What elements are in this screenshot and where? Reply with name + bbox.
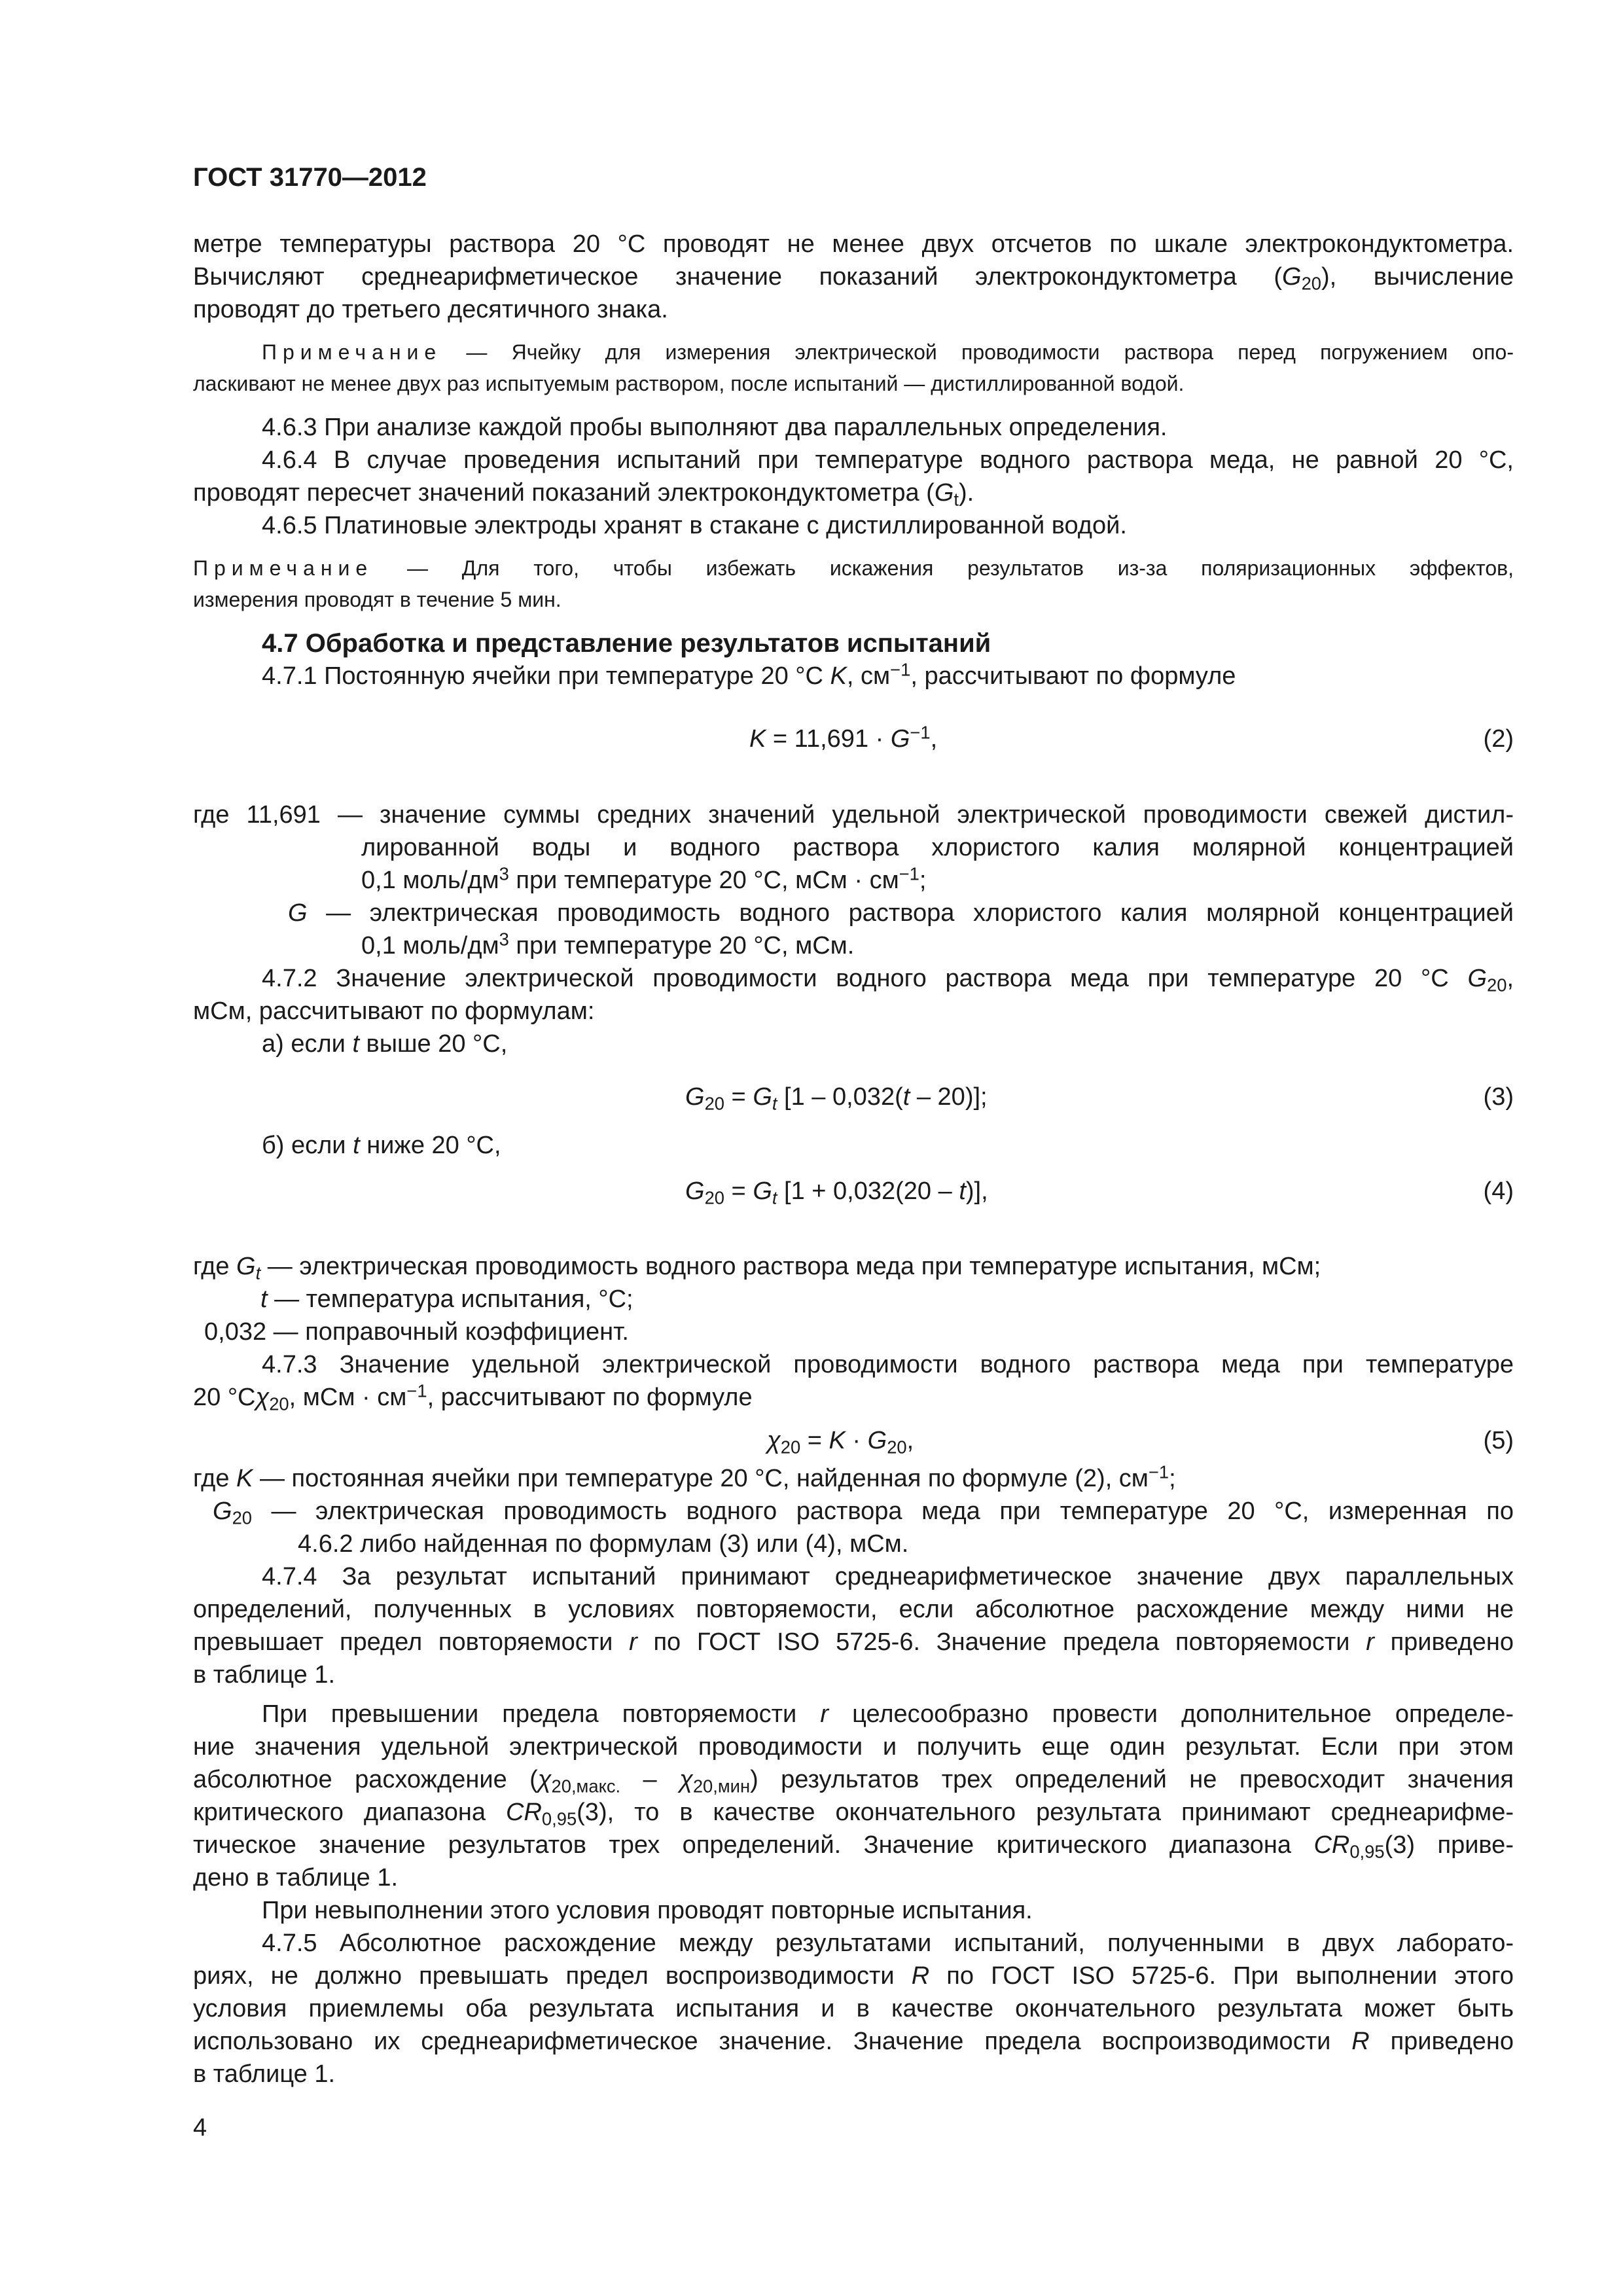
exceed-line-6: дено в таблице 1. [193, 1864, 399, 1892]
where-5-line-2: $G_{20}$ — электрическая проводимость водного раствора меда при температуре 20 °С, измеренная по [213, 1498, 1514, 1528]
clause-4-7-5-line-5: в таблице 1. [193, 2060, 336, 2088]
clause-4-7-3-line-2: 20 $^\circ С\chi_{20}$, мСм · $см^{-1}$, рассчитывают по формуле [193, 1380, 753, 1414]
equation-5: $\chi_{20} = K \cdot G_{20}$, [767, 1427, 914, 1458]
exceed-line-3: абсолютное расхождение $(\chi_{20,макс.} - \chi_{20,мин})$ результатов трех определений не превосходит значения [193, 1766, 1514, 1797]
equation-4: $G_{20} = G_t$ [1 + 0,032(20 – t)], [685, 1177, 988, 1208]
equation-5-number: (5) [1483, 1427, 1514, 1454]
clause-4-7-5-line-4: использовано их среднеарифметическое значение. Значение предела воспроизводимости R приведено [193, 2028, 1514, 2055]
clause-4-7-2-line-2: мСм, рассчитывают по формулам: [193, 997, 595, 1025]
clause-4-7-4-line-3: превышает предел повторяемости r по ГОСТ ISO 5725-6. Значение предела повторяемости r приведено [193, 1628, 1514, 1656]
clause-4-7-4-line-1: 4.7.4 За результат испытаний принимают среднеарифметическое значение двух параллельных [262, 1563, 1514, 1590]
note-2-line-2: измерения проводят в течение 5 мин. [193, 588, 562, 611]
exceed-line-4: критического диапазона $CR_{0,95}(3)$, то в качестве окончательного результата принимают среднеарифме- [193, 1799, 1514, 1829]
clause-4-7-5-line-1: 4.7.5 Абсолютное расхождение между результатами испытаний, полученными в двух лаборато- [262, 1929, 1514, 1957]
where-5-line-3: 4.6.2 либо найденная по формулам (3) или (4), мСм. [298, 1530, 909, 1558]
equation-3: $G_{20} = G_t$ [1 – 0,032(t – 20)]; [685, 1083, 988, 1114]
note-2-line-1: Примечание — Для того, чтобы избежать искажения результатов из-за поляризационных эффектов, [193, 556, 1514, 580]
intro-line-1: метре температуры раствора 20 °С проводят не менее двух отсчетов по шкале электрокондуктометра. [193, 230, 1514, 258]
clause-4-6-5: 4.6.5 Платиновые электроды хранят в стакане с дистиллированной водой. [262, 512, 1127, 539]
where-2-line-1: где 11,691 — значение суммы средних значений удельной электрической проводимости свежей дистил- [193, 801, 1514, 829]
clause-4-7-4-line-4: в таблице 1. [193, 1661, 336, 1689]
fail-paragraph: При невыполнении этого условия проводят повторные испытания. [262, 1897, 1033, 1924]
equation-2-number: (2) [1483, 725, 1514, 753]
clause-4-7-2-line-1: 4.7.2 Значение электрической проводимости водного раствора меда при температуре 20 °С $G_{20}$, [262, 965, 1514, 996]
exceed-line-1: При превышении предела повторяемости r целесообразно провести дополнительное определе- [262, 1700, 1514, 1728]
section-4-7-title: 4.7 Обработка и представление результатов испытаний [262, 629, 991, 658]
exceed-line-5: тическое значение результатов трех определений. Значение критического диапазона $CR_{0,95}(3)$ приве- [193, 1831, 1514, 1862]
where-34-line-3: 0,032 — поправочный коэффициент. [204, 1318, 629, 1346]
condition-a: а) если t выше 20 °С, [262, 1030, 508, 1058]
note-1-line-2: ласкивают не менее двух раз испытуемым раствором, после испытаний — дистиллированной водой. [193, 372, 1185, 395]
where-34-line-2: t — температура испытания, °С; [260, 1285, 633, 1313]
where-2-line-4: G — электрическая проводимость водного раствора хлористого калия молярной концентрацией [288, 899, 1514, 927]
equation-2: $K = 11,691 \cdot G^{-1}$, [749, 722, 938, 753]
clause-4-6-4-line-2: проводят пересчет значений показаний электрокондуктометра $(G_t)$. [193, 479, 974, 510]
clause-4-6-4-line-1: 4.6.4 В случае проведения испытаний при температуре водного раствора меда, не равной 20 °С, [262, 446, 1514, 474]
equation-4-number: (4) [1483, 1177, 1514, 1205]
clause-4-7-1: 4.7.1 Постоянную ячейки при температуре 20 °С K, $см^{-1}$, рассчитывают по формуле [262, 659, 1236, 690]
where-2-line-2: лированной воды и водного раствора хлористого калия молярной концентрацией [361, 834, 1514, 861]
page-number: 4 [193, 2114, 207, 2142]
intro-line-3: проводят до третьего десятичного знака. [193, 296, 668, 323]
exceed-line-2: ние значения удельной электрической проводимости и получить еще один результат. Если при этом [193, 1733, 1514, 1761]
note-label: Примечание [262, 340, 442, 364]
intro-line-2: Вычисляют среднеарифметическое значение показаний электрокондуктометра $(G_{20})$, вычисление [193, 263, 1514, 294]
where-34-line-1: где $G_t$ — электрическая проводимость водного раствора меда при температуре испытания, мСм; [193, 1253, 1321, 1283]
note-1-line-1: Примечание — Ячейку для измерения электрической проводимости раствора перед погружением опо- [262, 340, 1514, 364]
clause-4-7-5-line-3: условия приемлемы оба результата испытания и в качестве окончательного результата может быть [193, 1995, 1514, 2022]
where-2-line-3: 0,1 моль/$дм^3$ при температуре 20 °С, мСм · $см^{-1}$; [361, 863, 927, 894]
clause-4-6-3: 4.6.3 При анализе каждой пробы выполняют два параллельных определения. [262, 414, 1168, 441]
condition-b: б) если t ниже 20 °С, [262, 1132, 501, 1159]
clause-4-7-5-line-2: риях, не должно превышать предел воспроизводимости R по ГОСТ ISO 5725-6. При выполнении этого [193, 1962, 1514, 1990]
where-5-line-1: где K — постоянная ячейки при температуре 20 °С, найденная по формуле (2), $см^{-1}$; [193, 1462, 1176, 1492]
clause-4-7-3-line-1: 4.7.3 Значение удельной электрической проводимости водного раствора меда при температуре [262, 1351, 1514, 1378]
where-2-line-5: 0,1 моль/$дм^3$ при температуре 20 °С, мСм. [361, 929, 855, 960]
equation-3-number: (3) [1483, 1083, 1514, 1111]
clause-4-7-4-line-2: определений, полученных в условиях повторяемости, если абсолютное расхождение между ними не [193, 1596, 1514, 1623]
document-header: ГОСТ 31770—2012 [193, 163, 427, 192]
